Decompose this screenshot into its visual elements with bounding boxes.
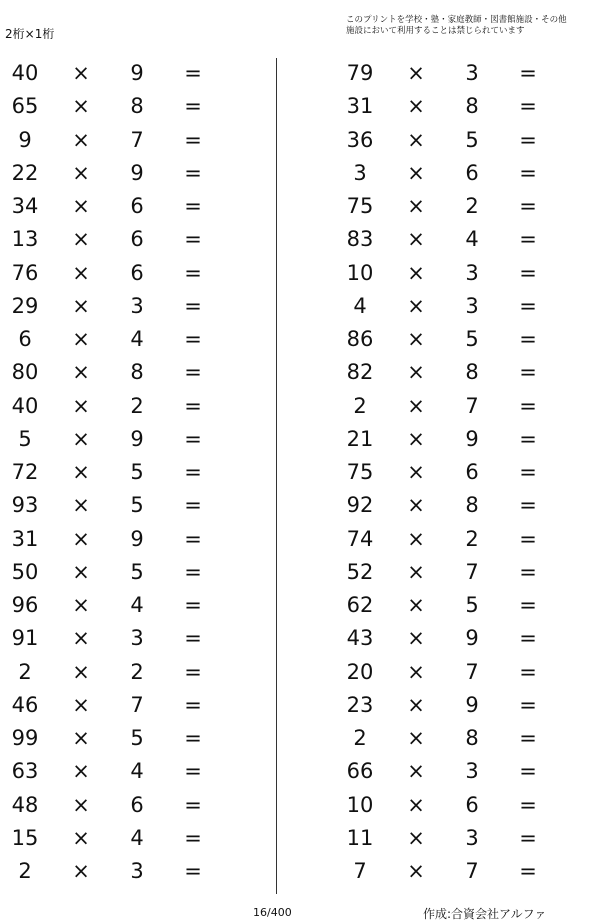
problem-row — [335, 689, 575, 722]
multiplicand: 50 — [11, 559, 39, 584]
equals-sign: = — [519, 194, 537, 218]
multiplier: 7 — [465, 659, 479, 684]
multiplicand: 46 — [11, 692, 39, 717]
equals-sign: = — [184, 293, 202, 318]
usage-notice: このプリントを学校・塾・家庭教師・図書館施設・その他 施設において利用することは禁じられています — [346, 15, 567, 36]
times-sign: × — [407, 260, 425, 285]
multiplicand: 34 — [11, 194, 39, 218]
problem-row — [335, 556, 575, 589]
equals-sign: = — [184, 260, 202, 285]
multiplier: 3 — [465, 61, 479, 85]
multiplicand: 10 — [346, 260, 374, 285]
equals-sign: = — [519, 526, 537, 551]
multiplicand: 4 — [353, 293, 367, 318]
equals-sign: = — [519, 692, 537, 717]
multiplier: 6 — [465, 792, 479, 817]
times-sign: × — [407, 393, 425, 418]
times-sign: × — [407, 61, 425, 85]
author-credit: 作成:合資会社アルファ — [423, 907, 547, 921]
multiplicand: 3 — [353, 160, 367, 185]
multiplier: 4 — [465, 227, 479, 252]
column-divider — [276, 58, 277, 894]
times-sign: × — [72, 626, 90, 651]
multiplier: 6 — [130, 194, 144, 218]
problem-row — [0, 190, 240, 223]
multiplicand: 86 — [346, 327, 374, 351]
multiplier: 9 — [130, 426, 144, 451]
multiplicand: 65 — [11, 94, 39, 119]
times-sign: × — [72, 825, 90, 850]
multiplicand: 99 — [11, 726, 39, 750]
times-sign: × — [407, 859, 425, 883]
multiplicand: 62 — [346, 593, 374, 617]
times-sign: × — [72, 194, 90, 218]
times-sign: × — [407, 493, 425, 518]
multiplicand: 31 — [346, 94, 374, 119]
multiplier: 5 — [130, 559, 144, 584]
multiplier: 2 — [130, 393, 144, 418]
equals-sign: = — [184, 593, 202, 617]
problem-row — [0, 789, 240, 822]
multiplicand: 82 — [346, 360, 374, 385]
problem-row — [0, 423, 240, 456]
multiplier: 7 — [465, 859, 479, 883]
multiplicand: 9 — [18, 127, 32, 152]
multiplicand: 10 — [346, 792, 374, 817]
times-sign: × — [72, 692, 90, 717]
problem-row — [335, 124, 575, 157]
times-sign: × — [407, 460, 425, 484]
multiplicand: 96 — [11, 593, 39, 617]
multiplicand: 52 — [346, 559, 374, 584]
multiplicand: 72 — [11, 460, 39, 484]
page-number: 16/400 — [253, 906, 292, 919]
times-sign: × — [72, 227, 90, 252]
times-sign: × — [72, 94, 90, 119]
problem-row — [335, 57, 575, 90]
times-sign: × — [72, 393, 90, 418]
problem-row — [335, 290, 575, 323]
times-sign: × — [407, 559, 425, 584]
equals-sign: = — [184, 493, 202, 518]
problem-row — [335, 456, 575, 489]
equals-sign: = — [519, 859, 537, 883]
multiplicand: 91 — [11, 626, 39, 651]
problem-row — [335, 523, 575, 556]
problem-row — [335, 722, 575, 755]
multiplicand: 22 — [11, 160, 39, 185]
problem-row — [0, 656, 240, 689]
multiplicand: 74 — [346, 526, 374, 551]
times-sign: × — [407, 94, 425, 119]
multiplier: 6 — [130, 792, 144, 817]
equals-sign: = — [184, 194, 202, 218]
multiplicand: 31 — [11, 526, 39, 551]
left-problem-column — [0, 57, 240, 888]
equals-sign: = — [184, 726, 202, 750]
multiplicand: 2 — [18, 859, 32, 883]
equals-sign: = — [519, 327, 537, 351]
problem-row — [0, 356, 240, 389]
multiplier: 5 — [465, 593, 479, 617]
multiplier: 3 — [465, 293, 479, 318]
problem-row — [0, 822, 240, 855]
multiplicand: 2 — [18, 659, 32, 684]
worksheet-title: 2桁×1桁 — [5, 27, 55, 41]
multiplicand: 21 — [346, 426, 374, 451]
times-sign: × — [72, 160, 90, 185]
multiplier: 8 — [465, 726, 479, 750]
problem-row — [0, 57, 240, 90]
right-problem-column — [335, 57, 575, 888]
multiplicand: 2 — [353, 393, 367, 418]
multiplicand: 75 — [346, 194, 374, 218]
multiplier: 6 — [465, 160, 479, 185]
multiplier: 7 — [130, 127, 144, 152]
multiplicand: 40 — [11, 61, 39, 85]
problem-row — [335, 157, 575, 190]
problem-row — [335, 190, 575, 223]
equals-sign: = — [184, 859, 202, 883]
multiplier: 4 — [130, 825, 144, 850]
multiplier: 2 — [130, 659, 144, 684]
equals-sign: = — [184, 61, 202, 85]
problem-row — [335, 589, 575, 622]
times-sign: × — [407, 426, 425, 451]
multiplicand: 13 — [11, 227, 39, 252]
multiplicand: 5 — [18, 426, 32, 451]
problem-row — [0, 257, 240, 290]
problem-row — [0, 855, 240, 888]
equals-sign: = — [519, 659, 537, 684]
times-sign: × — [72, 792, 90, 817]
multiplicand: 92 — [346, 493, 374, 518]
multiplicand: 76 — [11, 260, 39, 285]
problem-row — [0, 489, 240, 522]
multiplier: 7 — [465, 393, 479, 418]
times-sign: × — [72, 659, 90, 684]
times-sign: × — [407, 593, 425, 617]
multiplier: 2 — [465, 194, 479, 218]
problem-row — [0, 290, 240, 323]
equals-sign: = — [519, 94, 537, 119]
times-sign: × — [72, 526, 90, 551]
problem-row — [0, 124, 240, 157]
equals-sign: = — [519, 792, 537, 817]
multiplier: 3 — [130, 626, 144, 651]
multiplier: 4 — [130, 759, 144, 784]
times-sign: × — [72, 493, 90, 518]
problem-row — [335, 855, 575, 888]
equals-sign: = — [519, 825, 537, 850]
multiplicand: 93 — [11, 493, 39, 518]
multiplier: 5 — [130, 493, 144, 518]
equals-sign: = — [519, 127, 537, 152]
times-sign: × — [407, 526, 425, 551]
problem-row — [335, 622, 575, 655]
multiplicand: 80 — [11, 360, 39, 385]
multiplicand: 23 — [346, 692, 374, 717]
equals-sign: = — [184, 327, 202, 351]
problem-row — [335, 789, 575, 822]
equals-sign: = — [184, 792, 202, 817]
multiplier: 2 — [465, 526, 479, 551]
multiplicand: 79 — [346, 61, 374, 85]
equals-sign: = — [519, 593, 537, 617]
multiplicand: 48 — [11, 792, 39, 817]
times-sign: × — [407, 759, 425, 784]
times-sign: × — [407, 692, 425, 717]
multiplicand: 20 — [346, 659, 374, 684]
equals-sign: = — [519, 759, 537, 784]
equals-sign: = — [184, 692, 202, 717]
problem-row — [335, 223, 575, 256]
equals-sign: = — [519, 293, 537, 318]
times-sign: × — [407, 160, 425, 185]
equals-sign: = — [184, 659, 202, 684]
problem-row — [335, 90, 575, 123]
equals-sign: = — [184, 360, 202, 385]
problem-row — [0, 323, 240, 356]
times-sign: × — [72, 61, 90, 85]
equals-sign: = — [519, 227, 537, 252]
times-sign: × — [407, 659, 425, 684]
multiplier: 8 — [465, 94, 479, 119]
multiplicand: 11 — [346, 825, 374, 850]
problem-row — [335, 489, 575, 522]
multiplier: 9 — [465, 426, 479, 451]
multiplier: 9 — [130, 160, 144, 185]
multiplicand: 2 — [353, 726, 367, 750]
multiplier: 3 — [130, 859, 144, 883]
multiplier: 3 — [465, 825, 479, 850]
problem-row — [0, 523, 240, 556]
multiplicand: 36 — [346, 127, 374, 152]
times-sign: × — [407, 792, 425, 817]
equals-sign: = — [184, 426, 202, 451]
multiplier: 5 — [130, 460, 144, 484]
equals-sign: = — [184, 759, 202, 784]
times-sign: × — [407, 360, 425, 385]
times-sign: × — [72, 360, 90, 385]
multiplier: 6 — [130, 227, 144, 252]
times-sign: × — [72, 293, 90, 318]
problem-row — [335, 822, 575, 855]
equals-sign: = — [519, 626, 537, 651]
problem-row — [335, 656, 575, 689]
problem-row — [335, 323, 575, 356]
multiplicand: 6 — [18, 327, 32, 351]
times-sign: × — [407, 194, 425, 218]
problem-row — [0, 556, 240, 589]
problem-row — [0, 689, 240, 722]
equals-sign: = — [519, 260, 537, 285]
equals-sign: = — [519, 493, 537, 518]
equals-sign: = — [184, 526, 202, 551]
times-sign: × — [407, 293, 425, 318]
multiplier: 8 — [465, 360, 479, 385]
problem-row — [0, 456, 240, 489]
multiplier: 9 — [465, 692, 479, 717]
equals-sign: = — [519, 726, 537, 750]
times-sign: × — [72, 127, 90, 152]
multiplier: 7 — [130, 692, 144, 717]
equals-sign: = — [184, 393, 202, 418]
equals-sign: = — [184, 127, 202, 152]
problem-row — [0, 157, 240, 190]
multiplier: 4 — [130, 593, 144, 617]
multiplicand: 83 — [346, 227, 374, 252]
times-sign: × — [72, 726, 90, 750]
equals-sign: = — [519, 559, 537, 584]
equals-sign: = — [184, 825, 202, 850]
multiplicand: 75 — [346, 460, 374, 484]
multiplier: 9 — [130, 61, 144, 85]
times-sign: × — [72, 426, 90, 451]
problem-row — [0, 589, 240, 622]
times-sign: × — [407, 726, 425, 750]
multiplier: 6 — [130, 260, 144, 285]
equals-sign: = — [184, 559, 202, 584]
times-sign: × — [72, 327, 90, 351]
multiplier: 9 — [130, 526, 144, 551]
problem-row — [335, 755, 575, 788]
multiplier: 6 — [465, 460, 479, 484]
multiplier: 9 — [465, 626, 479, 651]
problem-row — [0, 755, 240, 788]
equals-sign: = — [184, 626, 202, 651]
equals-sign: = — [519, 393, 537, 418]
multiplier: 5 — [130, 726, 144, 750]
equals-sign: = — [184, 160, 202, 185]
multiplier: 3 — [130, 293, 144, 318]
problem-row — [335, 356, 575, 389]
equals-sign: = — [519, 426, 537, 451]
times-sign: × — [407, 127, 425, 152]
equals-sign: = — [184, 94, 202, 119]
equals-sign: = — [519, 61, 537, 85]
multiplier: 3 — [465, 260, 479, 285]
equals-sign: = — [184, 460, 202, 484]
problem-row — [0, 223, 240, 256]
times-sign: × — [72, 559, 90, 584]
problem-row — [335, 390, 575, 423]
multiplier: 8 — [130, 360, 144, 385]
problem-row — [335, 423, 575, 456]
equals-sign: = — [184, 227, 202, 252]
problem-row — [0, 722, 240, 755]
multiplier: 8 — [465, 493, 479, 518]
multiplier: 3 — [465, 759, 479, 784]
times-sign: × — [72, 859, 90, 883]
multiplicand: 29 — [11, 293, 39, 318]
equals-sign: = — [519, 460, 537, 484]
problem-row — [335, 257, 575, 290]
multiplier: 4 — [130, 327, 144, 351]
times-sign: × — [407, 327, 425, 351]
multiplier: 5 — [465, 127, 479, 152]
times-sign: × — [407, 626, 425, 651]
multiplicand: 43 — [346, 626, 374, 651]
multiplicand: 66 — [346, 759, 374, 784]
times-sign: × — [72, 260, 90, 285]
multiplicand: 40 — [11, 393, 39, 418]
times-sign: × — [72, 759, 90, 784]
problem-row — [0, 622, 240, 655]
times-sign: × — [72, 593, 90, 617]
problem-row — [0, 90, 240, 123]
multiplier: 5 — [465, 327, 479, 351]
times-sign: × — [72, 460, 90, 484]
multiplier: 8 — [130, 94, 144, 119]
multiplicand: 15 — [11, 825, 39, 850]
equals-sign: = — [519, 160, 537, 185]
problem-row — [0, 390, 240, 423]
multiplier: 7 — [465, 559, 479, 584]
times-sign: × — [407, 825, 425, 850]
equals-sign: = — [519, 360, 537, 385]
multiplicand: 7 — [353, 859, 367, 883]
times-sign: × — [407, 227, 425, 252]
multiplicand: 63 — [11, 759, 39, 784]
